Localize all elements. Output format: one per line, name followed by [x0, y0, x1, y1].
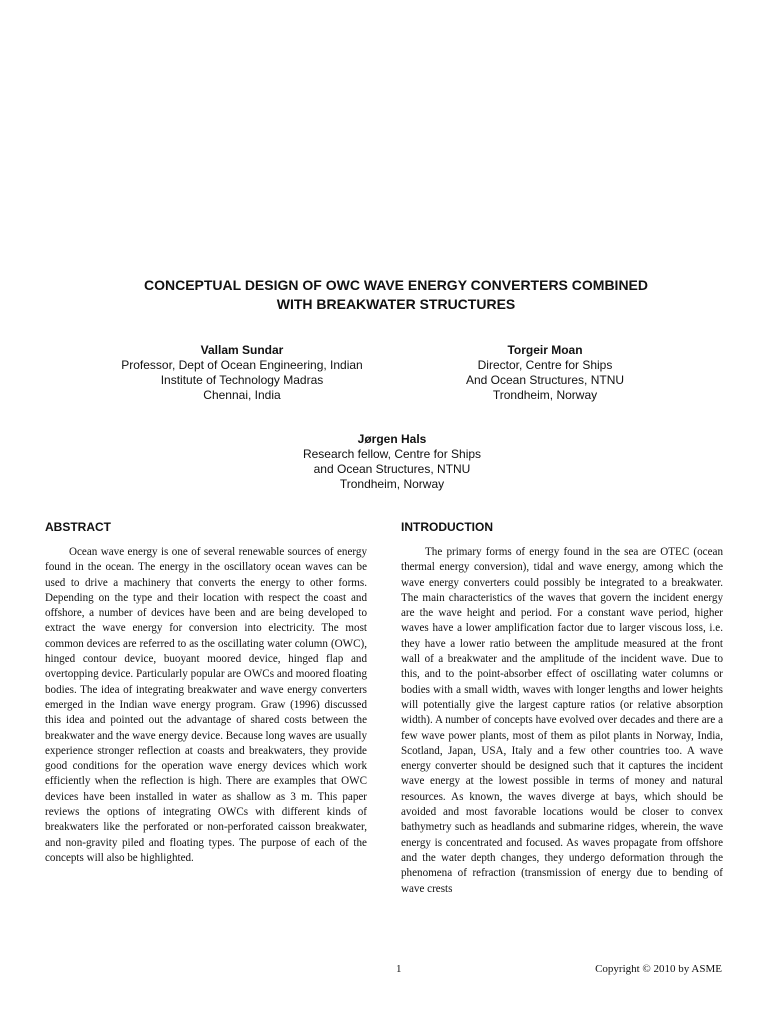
author-name: Torgeir Moan [507, 343, 583, 357]
author-location: Trondheim, Norway [492, 388, 598, 402]
copyright-notice: Copyright © 2010 by ASME [595, 963, 722, 975]
paper-title [60, 276, 732, 314]
author-affiliation-line: Research fellow, Centre for Ships [302, 447, 482, 461]
abstract-section [45, 520, 367, 866]
author-affiliation-line: and Ocean Structures, NTNU [313, 462, 471, 476]
author-name: Vallam Sundar [200, 343, 284, 357]
author-affiliation-line: Director, Centre for Ships [477, 358, 613, 372]
title-line-2: WITH BREAKWATER STRUCTURES [276, 296, 516, 312]
title-line-1: CONCEPTUAL DESIGN OF OWC WAVE ENERGY CONVERTERS COMBINED [143, 277, 649, 293]
abstract-heading: ABSTRACT [45, 520, 111, 534]
author-block [224, 432, 560, 492]
abstract-text: Ocean wave energy is one of several renewable sources of energy found in the ocean. The energy in the oscillatory ocean waves can be used to drive a machinery that converts the energy to other forms. Depending on the type and their location with respect the coast and offshore, a number of devices have been and are being developed to extract the wave energy for conversion into electricity. The most common devices are referred to as the oscillating water column (OWC), hinged contour device, buoyant moored device, hinged flap and overtopping device. Particularly popular are OWCs and moored floating bodies. The idea of integrating breakwater and wave energy converters emerged in the Indian wave energy program. Graw (1996) discussed this idea and pointed out the advantage of shared costs between the breakwater and the wave energy device. Because long waves are usually experience stronger reflection at coasts and breakwaters, they provide good conditions for the operation wave energy devices which work efficiently when the reflection is high. There are examples that OWC devices have been installed in water as shallow as 3 m. This paper reviews the options of integrating OWCs with different kinds of breakwaters like the perforated or non-perforated caisson breakwater, and non-gravity piled and floating types. The purpose of each of the concepts will also be highlighted. [45, 546, 367, 864]
author-location: Trondheim, Norway [339, 477, 445, 491]
introduction-heading: INTRODUCTION [401, 520, 493, 534]
author-affiliation-line: Institute of Technology Madras [160, 373, 324, 387]
author-affiliation-line: Professor, Dept of Ocean Engineering, Indian [121, 358, 363, 372]
author-block [400, 343, 690, 403]
introduction-section [401, 520, 723, 897]
page-number: 1 [396, 963, 402, 975]
introduction-text: The primary forms of energy found in the sea are OTEC (ocean thermal energy conversion), tidal and wave energy, among which the wave energy converters could possibly be integrated to a breakwater. The main characteristics of the waves that govern the incident energy are the wave height and period. For a constant wave period, higher waves have a lower amplification factor due to larger viscous loss, i.e. they have a lower ratio between the amplitude measured at the front wall of a breakwater and the amplitude of the incident wave. Due to this, and to the point-absorber effect of oscillating water columns or bodies with a small width, waves with longer lengths and lower heights will potentially give the largest capture ratios (or relative absorption width). A number of concepts have evolved over decades and there are a few wave power plants, most of them as pilot plants in Norway, India, Scotland, Japan, USA, Italy and a few other countries too. A wave energy converter should be designed such that it captures the incident wave energy at the lowest possible in terms of money and natural resources. As known, the waves diverge at bays, which should be avoided and most favorable locations would be closer to convex bathymetry such as headlands and submarine ridges, wherein, the wave energy is concentrated and focused. As waves propagate from offshore and the water depth changes, they undergo deformation through the phenomena of refraction (transmission of energy due to bending of wave crests [401, 546, 723, 895]
author-block [90, 343, 394, 403]
author-location: Chennai, India [203, 388, 281, 402]
author-name: Jørgen Hals [357, 432, 427, 446]
author-affiliation-line: And Ocean Structures, NTNU [465, 373, 625, 387]
